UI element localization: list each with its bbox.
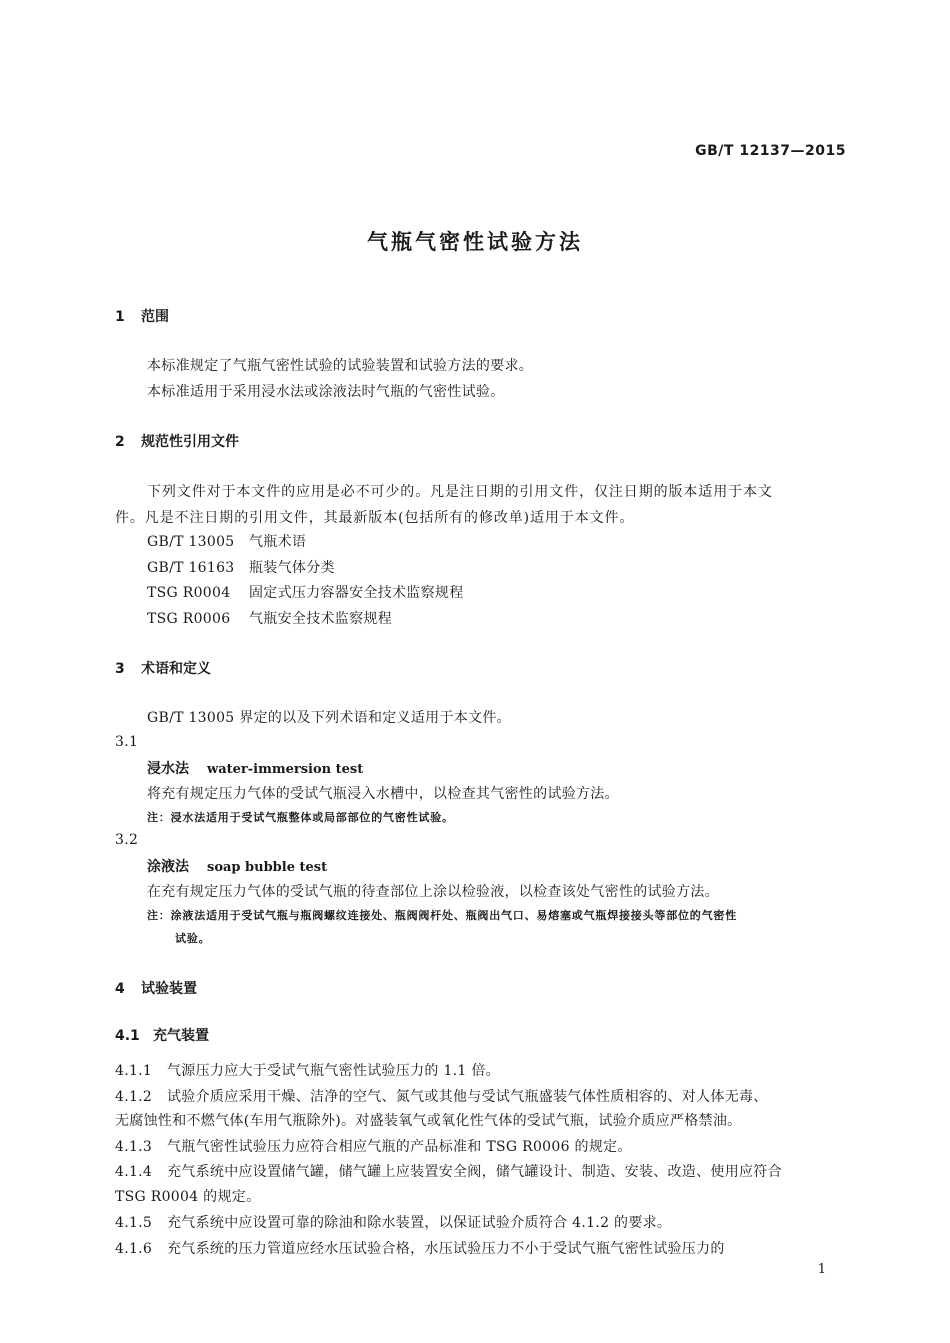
section-title: 术语和定义: [141, 661, 211, 677]
section-3-heading: [115, 658, 211, 678]
clause-text: 充气系统的压力管道应经水压试验合格，水压试验压力不小于受试气瓶气密性试验压力的: [167, 1241, 725, 1257]
clause-text: 气瓶气密性试验压力应符合相应气瓶的产品标准和 TSG R0006 的规定。: [167, 1139, 632, 1155]
reference-code: TSG R0006: [147, 611, 231, 627]
paragraph: 本标准规定了气瓶气密性试验的试验装置和试验方法的要求。: [147, 358, 534, 374]
clause: [115, 1086, 768, 1106]
clause-text: 充气系统中应设置储气罐，储气罐上应装置安全阀，储气罐设计、制造、安装、改造、使用应符合: [167, 1164, 782, 1180]
paragraph: GB/T 13005 界定的以及下列术语和定义适用于本文件。: [147, 710, 511, 726]
clause: [115, 1060, 500, 1080]
clause: [115, 1238, 725, 1258]
reference-item: [147, 557, 335, 577]
clause-number: 4.1.1: [115, 1063, 153, 1079]
clause: [115, 1161, 782, 1181]
term-note-continuation: 试验。: [175, 932, 211, 945]
section-number: 4: [115, 981, 125, 997]
section-title: 规范性引用文件: [141, 434, 239, 450]
reference-title: 气瓶安全技术监察规程: [249, 611, 392, 627]
clause-number: 4.1.4: [115, 1164, 153, 1180]
term-english: water-immersion test: [207, 762, 364, 777]
term-number: 3.2: [115, 832, 139, 848]
clause-number: 4.1.2: [115, 1089, 153, 1105]
section-2-heading: [115, 431, 239, 451]
clause-text: 气源压力应大于受试气瓶气密性试验压力的 1.1 倍。: [167, 1063, 500, 1079]
clause-continuation: 无腐蚀性和不燃气体(车用气瓶除外)。对盛装氧气或氧化性气体的受试气瓶，试验介质应严格禁油。: [115, 1113, 742, 1129]
term-definition: 将充有规定压力气体的受试气瓶浸入水槽中，以检查其气密性的试验方法。: [147, 786, 619, 802]
section-title: 试验装置: [141, 981, 197, 997]
section-number: 2: [115, 434, 125, 450]
term-entry: [147, 758, 363, 778]
clause-number: 4.1.6: [115, 1241, 153, 1257]
reference-code: TSG R0004: [147, 585, 231, 601]
term-note: 注：涂液法适用于受试气瓶与瓶阀螺纹连接处、瓶阀阀杆处、瓶阀出气口、易熔塞或气瓶焊接接头等部位的气密性: [147, 909, 737, 922]
page-number: 1: [817, 1262, 826, 1277]
clause-number: 4.1.3: [115, 1139, 153, 1155]
subsection-title: 充气装置: [153, 1028, 209, 1044]
term-chinese: 涂液法: [147, 859, 189, 875]
reference-title: 固定式压力容器安全技术监察规程: [249, 585, 464, 601]
section-1-heading: [115, 306, 169, 326]
clause-number: 4.1.5: [115, 1215, 153, 1231]
clause-text: 充气系统中应设置可靠的除油和除水装置，以保证试验介质符合 4.1.2 的要求。: [167, 1215, 672, 1231]
clause: [115, 1136, 632, 1156]
document-title: 气瓶气密性试验方法: [367, 230, 583, 254]
section-number: 1: [115, 309, 125, 325]
paragraph: 本标准适用于采用浸水法或涂液法时气瓶的气密性试验。: [147, 384, 505, 400]
term-note: 注：浸水法适用于受试气瓶整体或局部部位的气密性试验。: [147, 811, 454, 824]
section-number: 3: [115, 661, 125, 677]
reference-code: GB/T 13005: [147, 534, 235, 550]
clause: [115, 1212, 671, 1232]
section-title: 范围: [141, 309, 169, 325]
reference-item: [147, 531, 306, 551]
reference-title: 瓶装气体分类: [249, 560, 335, 576]
standard-number: GB/T 12137—2015: [695, 143, 846, 159]
paragraph: 下列文件对于本文件的应用是必不可少的。凡是注日期的引用文件，仅注日期的版本适用于本文: [147, 484, 773, 500]
term-entry: [147, 856, 327, 876]
term-definition: 在充有规定压力气体的受试气瓶的待查部位上涂以检验液，以检查该处气密性的试验方法。: [147, 884, 719, 900]
reference-item: [147, 582, 464, 602]
clause-continuation: TSG R0004 的规定。: [115, 1189, 261, 1205]
clause-text: 试验介质应采用干燥、洁净的空气、氮气或其他与受试气瓶盛装气体性质相容的、对人体无毒、: [167, 1089, 768, 1105]
term-number: 3.1: [115, 734, 139, 750]
paragraph: 件。凡是不注日期的引用文件，其最新版本(包括所有的修改单)适用于本文件。: [115, 510, 635, 526]
reference-title: 气瓶术语: [249, 534, 307, 550]
subsection-number: 4.1: [115, 1028, 140, 1044]
term-english: soap bubble test: [207, 860, 328, 875]
subsection-heading: [115, 1025, 209, 1045]
reference-code: GB/T 16163: [147, 560, 235, 576]
section-4-heading: [115, 978, 197, 998]
reference-item: [147, 608, 392, 628]
term-chinese: 浸水法: [147, 761, 189, 777]
